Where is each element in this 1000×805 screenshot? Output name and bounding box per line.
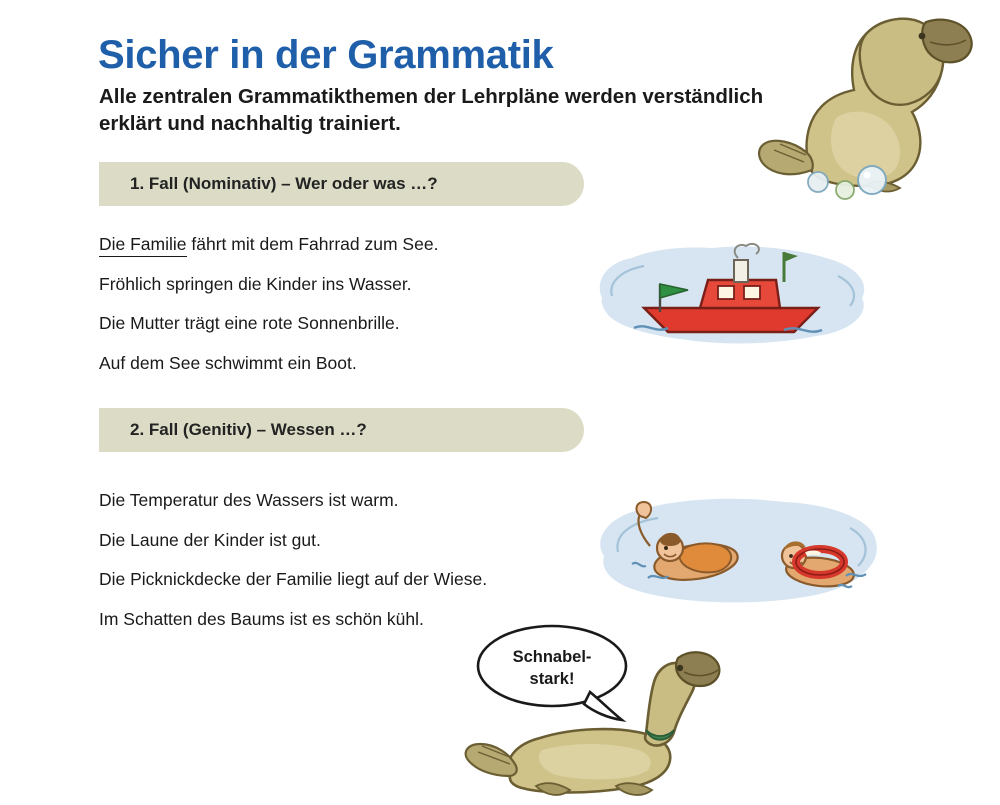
platypus-with-bubbles-illustration (740, 0, 990, 205)
speech-bubble-line-1: Schnabel- (512, 648, 592, 666)
sentence-item: Die Picknickdecke der Familie liegt auf der Wiese. (99, 569, 488, 589)
page-title: Sicher in der Grammatik (98, 32, 554, 77)
section-banner-label: 2. Fall (Genitiv) – Wessen …? (130, 420, 367, 439)
children-swimming-illustration (588, 490, 888, 615)
sentence-list-genitiv (99, 492, 619, 628)
section-banner-label: 1. Fall (Nominativ) – Wer oder was …? (130, 174, 438, 193)
sentence-item: Die Laune der Kinder ist gut. (99, 529, 321, 550)
sentence-item (99, 236, 619, 254)
page-subtitle: Alle zentralen Grammatikthemen der Lehrpläne werden verständlich erklärt und nachhaltig trainiert. (99, 84, 764, 135)
sentence-item: Die Temperatur des Wassers ist warm. (99, 490, 399, 510)
speech-bubble-line-2: stark! (529, 670, 575, 688)
sentence-item: Im Schatten des Baums ist es schön kühl. (99, 608, 424, 629)
sentence-item: Fröhlich springen die Kinder ins Wasser. (99, 273, 412, 294)
sentence-underlined-part: Die Familie (99, 234, 187, 257)
sentence-list-nominativ (99, 236, 619, 372)
red-boat-on-water-illustration (588, 236, 880, 356)
sentence-item: Auf dem See schwimmt ein Boot. (99, 352, 357, 373)
section-banner-genitiv (99, 408, 584, 452)
lying-platypus-illustration (440, 620, 770, 800)
section-banner-nominativ (99, 162, 584, 206)
sentence-item: Die Mutter trägt eine rote Sonnenbrille. (99, 313, 400, 333)
sentence-rest: fährt mit dem Fahrrad zum See. (186, 234, 439, 254)
